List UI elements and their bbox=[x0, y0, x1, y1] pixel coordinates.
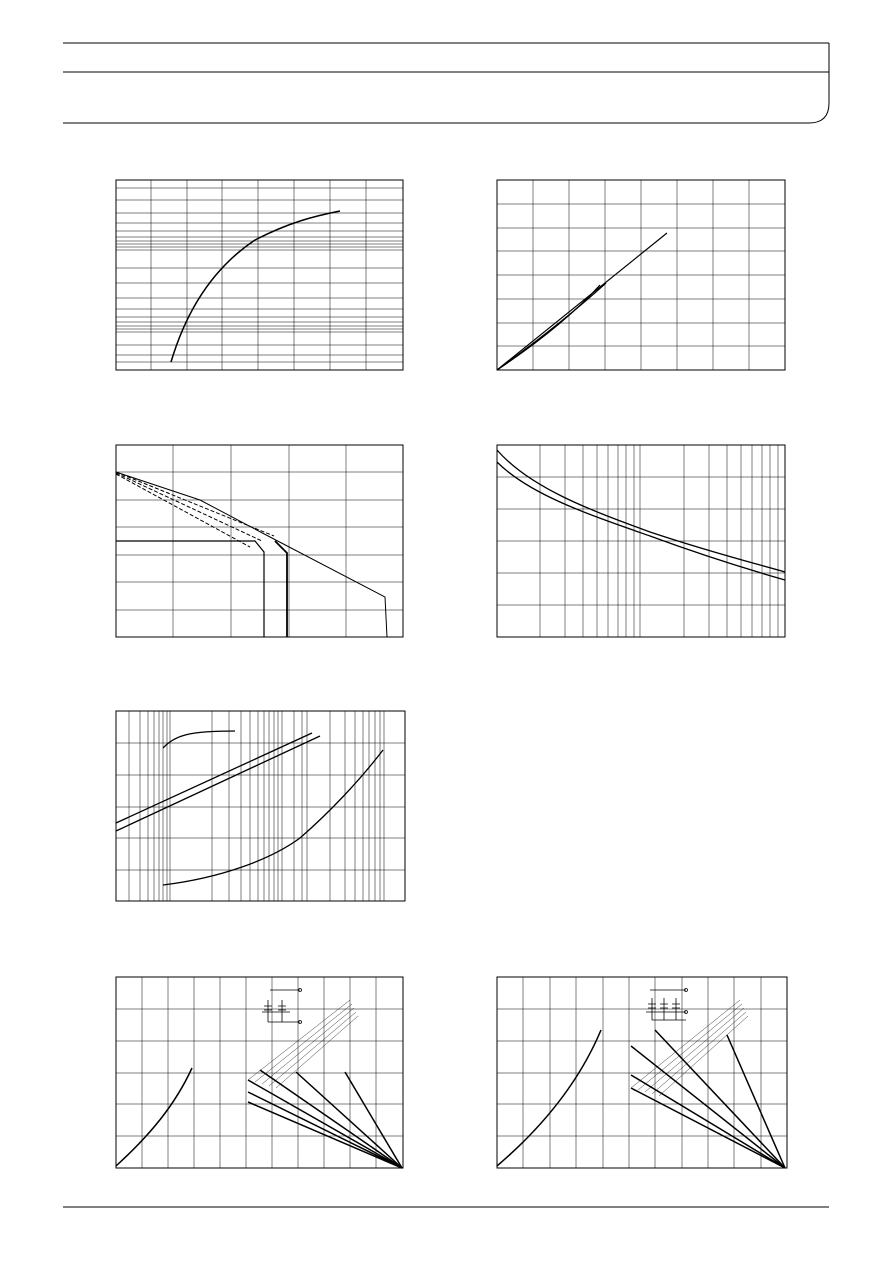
chart-7-schematic bbox=[646, 989, 688, 1021]
chart-6-series-6 bbox=[296, 1072, 402, 1168]
chart-3-box-2 bbox=[275, 541, 287, 637]
chart-7-series-1 bbox=[497, 1030, 601, 1166]
chart-3-dashed-curves bbox=[116, 472, 274, 547]
chart-3-limit-line bbox=[116, 472, 387, 637]
chart-5-frame bbox=[116, 711, 405, 901]
chart-2-grid bbox=[497, 180, 785, 370]
header-frame bbox=[63, 43, 829, 123]
chart-5-curves bbox=[116, 731, 383, 885]
chart-7-series-2 bbox=[655, 1030, 785, 1168]
chart-7-curves bbox=[497, 1030, 785, 1168]
chart-6 bbox=[116, 977, 403, 1168]
chart-5-series-1 bbox=[116, 733, 312, 823]
chart-6-hatch-lines bbox=[248, 1000, 358, 1088]
chart-3-dashed-3 bbox=[116, 474, 250, 547]
chart-6-series-1 bbox=[116, 1068, 192, 1166]
chart-7-series-6 bbox=[727, 1035, 785, 1168]
chart-3-box-1 bbox=[116, 541, 264, 637]
chart-2-series-1 bbox=[497, 233, 667, 370]
chart-5-series-3 bbox=[163, 750, 383, 885]
chart-5-grid bbox=[116, 711, 405, 901]
chart-3-dashed-2 bbox=[116, 473, 262, 541]
chart-6-schematic bbox=[262, 989, 302, 1024]
chart-7 bbox=[497, 977, 787, 1168]
chart-1 bbox=[116, 180, 403, 370]
chart-7-hatch-lines bbox=[631, 1000, 748, 1096]
chart-2 bbox=[497, 180, 785, 370]
chart-6-series-2 bbox=[260, 1070, 402, 1168]
chart-6-series-3 bbox=[248, 1080, 402, 1168]
chart-6-series-5 bbox=[248, 1102, 402, 1168]
chart-5-series-4 bbox=[163, 731, 235, 748]
chart-3 bbox=[116, 445, 403, 637]
chart-1-frame bbox=[116, 180, 403, 370]
chart-6-curves bbox=[116, 1068, 402, 1168]
chart-1-grid bbox=[116, 180, 403, 370]
chart-4-grid bbox=[497, 445, 785, 637]
chart-3-solid-curves bbox=[116, 472, 387, 637]
chart-2-curves bbox=[497, 233, 667, 370]
chart-4 bbox=[497, 445, 785, 637]
chart-5 bbox=[116, 711, 405, 901]
chart-5-series-2 bbox=[116, 736, 320, 831]
chart-1-curve bbox=[171, 211, 340, 362]
